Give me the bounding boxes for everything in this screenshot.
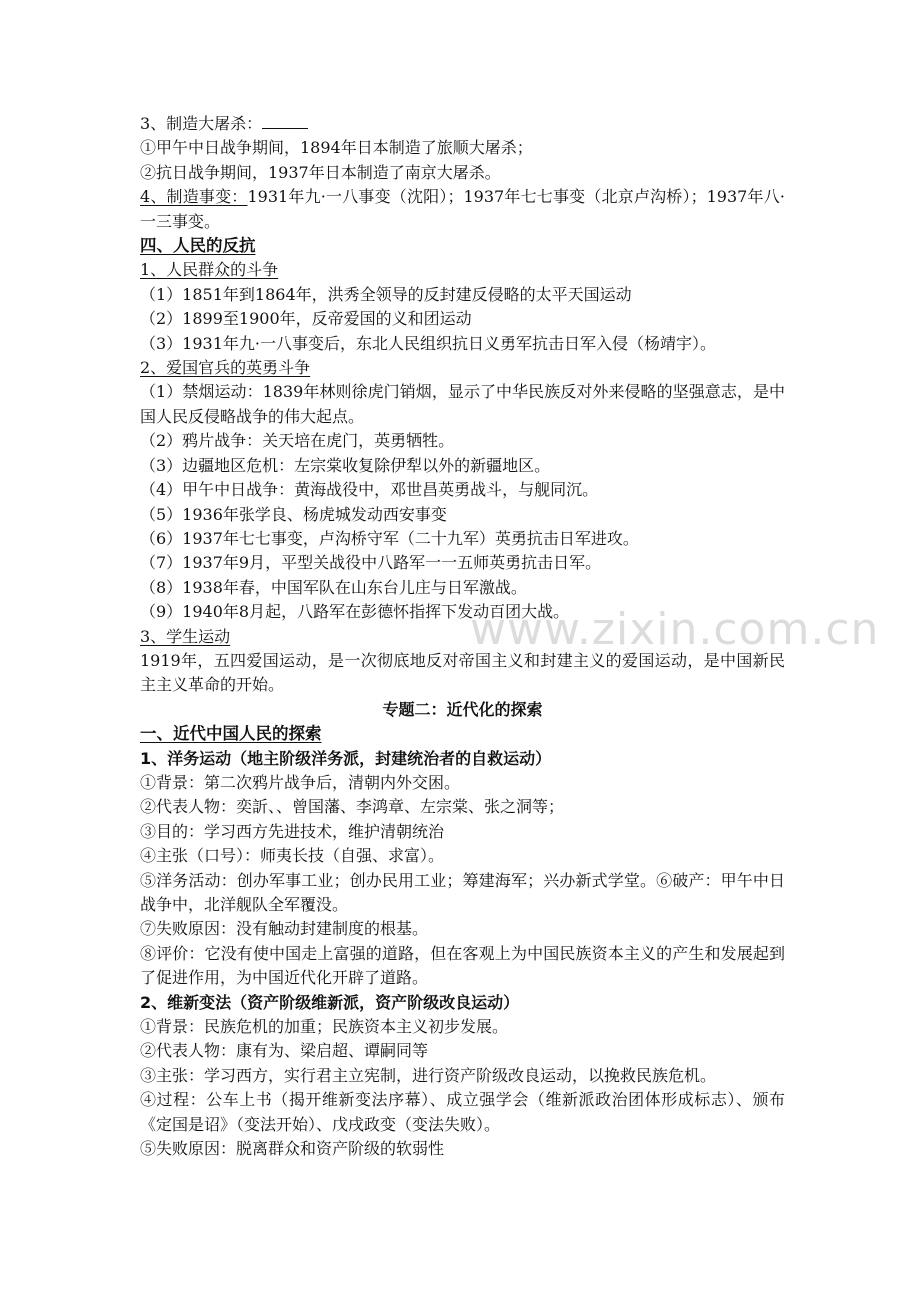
item-yw-evaluation: ⑧评价：它没有使中国走上富强的道路，但在客观上为中国民族资本主义的产生和发展起到了促进作用，为中国近代化开辟了道路。: [140, 943, 785, 988]
item-rf-background: ①背景：民族危机的加重；民族资本主义初步发展。: [140, 1017, 509, 1037]
item-incidents: [140, 185, 785, 234]
item-yw-background: ①背景：第二次鸦片战争后，清朝内外交困。: [140, 772, 461, 792]
item-opium-ban: （1）禁烟运动：1839年林则徐虎门销烟，显示了中华民族反对外来侵略的坚强意志，是中国人民反侵略战争的伟大起点。: [140, 382, 785, 426]
fill-blank: [262, 114, 308, 129]
item-xian-incident: （5）1936年张学良、杨虎城发动西安事变: [140, 504, 447, 524]
watermark: www.zixin.com.cn: [470, 604, 880, 655]
item-rf-figures: ②代表人物：康有为、梁启超、谭嗣同等: [140, 1041, 429, 1061]
item-lugou-bridge: （6）1937年七七事变，卢沟桥守军（二十九军）英勇抗击日军进攻。: [140, 528, 639, 548]
incidents-text: 1931年九·一八事变（沈阳）；1937年七七事变（北京卢沟桥）；1937年八·一三事变。: [140, 187, 785, 231]
item-lushun-massacre: ①甲午中日战争期间，1894年日本制造了旅顺大屠杀；: [140, 138, 533, 158]
topic-title: 专题二：近代化的探索: [382, 699, 543, 719]
item-opium-war: （2）鸦片战争：关天培在虎门，英勇牺牲。: [140, 431, 455, 451]
item-yw-failure: ⑦失败原因：没有触动封建制度的根基。: [140, 919, 429, 939]
item-pingxingguan: （7）1937年9月，平型关战役中八路军一一五师英勇抗击日军。: [140, 553, 602, 573]
item-hundred-regiments: （9）1940年8月起，八路军在彭德怀指挥下发动百团大战。: [140, 602, 570, 622]
item-yw-slogan: ④主张（口号）：师夷长技（自强、求富）。: [140, 846, 445, 866]
subheading-student: 3、学生运动: [140, 626, 231, 646]
document-body: [140, 112, 785, 1161]
subheading-officers: 2、爱国官兵的英勇斗争: [140, 358, 311, 378]
item-nanjing-massacre: ②抗日战争期间，1937年日本制造了南京大屠杀。: [140, 162, 501, 182]
item-may-fourth: 1919年，五四爱国运动，是一次彻底地反对帝国主义和封建主义的爱国运动，是中国新民主主义革命的开始。: [140, 650, 785, 695]
text: 3、制造大屠杀：: [140, 114, 263, 133]
subheading-reform: 2、维新变法（资产阶级维新派，资产阶级改良运动）: [140, 992, 520, 1012]
item-yellow-sea: （4）甲午中日战争：黄海战役中，邓世昌英勇战斗，与舰同沉。: [140, 480, 599, 500]
item-taierzhuang: （8）1938年春，中国军队在山东台儿庄与日军激战。: [140, 577, 527, 597]
section-heading-resistance: 四、人民的反抗: [140, 236, 256, 256]
subheading-masses: 1、人民群众的斗争: [140, 260, 279, 280]
item-frontier: （3）边疆地区危机：左宗棠收复除伊犁以外的新疆地区。: [140, 455, 551, 475]
item-yw-activities: ⑤洋务活动：创办军事工业；创办民用工业；筹建海军；兴办新式学堂。⑥破产：甲午中日战争中，北洋舰队全军覆没。: [140, 870, 785, 914]
item-rf-process: ④过程：公车上书（揭开维新变法序幕）、成立强学会（维新派政治团体形成标志）、颁布《定国是诏》（变法开始）、戊戌政变（变法失败）。: [140, 1090, 785, 1134]
subheading-westernization: 1、洋务运动（地主阶级洋务派，封建统治者的自救运动）: [140, 748, 552, 768]
incidents-label: 4、制造事变：: [140, 187, 248, 207]
section-heading-exploration: 一、近代中国人民的探索: [140, 724, 322, 744]
item-northeast-army: （3）1931年九·一八事变后，东北人民组织抗日义勇军抗击日军入侵（杨靖宇）。: [140, 333, 716, 353]
item-rf-proposal: ③主张：学习西方，实行君主立宪制，进行资产阶级改良运动，以挽救民族危机。: [140, 1065, 717, 1085]
item-taiping: （1）1851年到1864年，洪秀全领导的反封建反侵略的太平天国运动: [140, 284, 632, 304]
item-yw-purpose: ③目的：学习西方先进技术，维护清朝统治: [140, 821, 445, 841]
item-rf-failure: ⑤失败原因：脱离群众和资产阶级的软弱性: [140, 1139, 445, 1159]
item-massacre-heading: [140, 112, 785, 136]
item-boxer: （2）1899至1900年，反帝爱国的义和团运动: [140, 309, 472, 329]
item-yw-figures: ②代表人物：奕訢、、曾国藩、李鸿章、左宗棠、张之洞等；: [140, 797, 565, 817]
